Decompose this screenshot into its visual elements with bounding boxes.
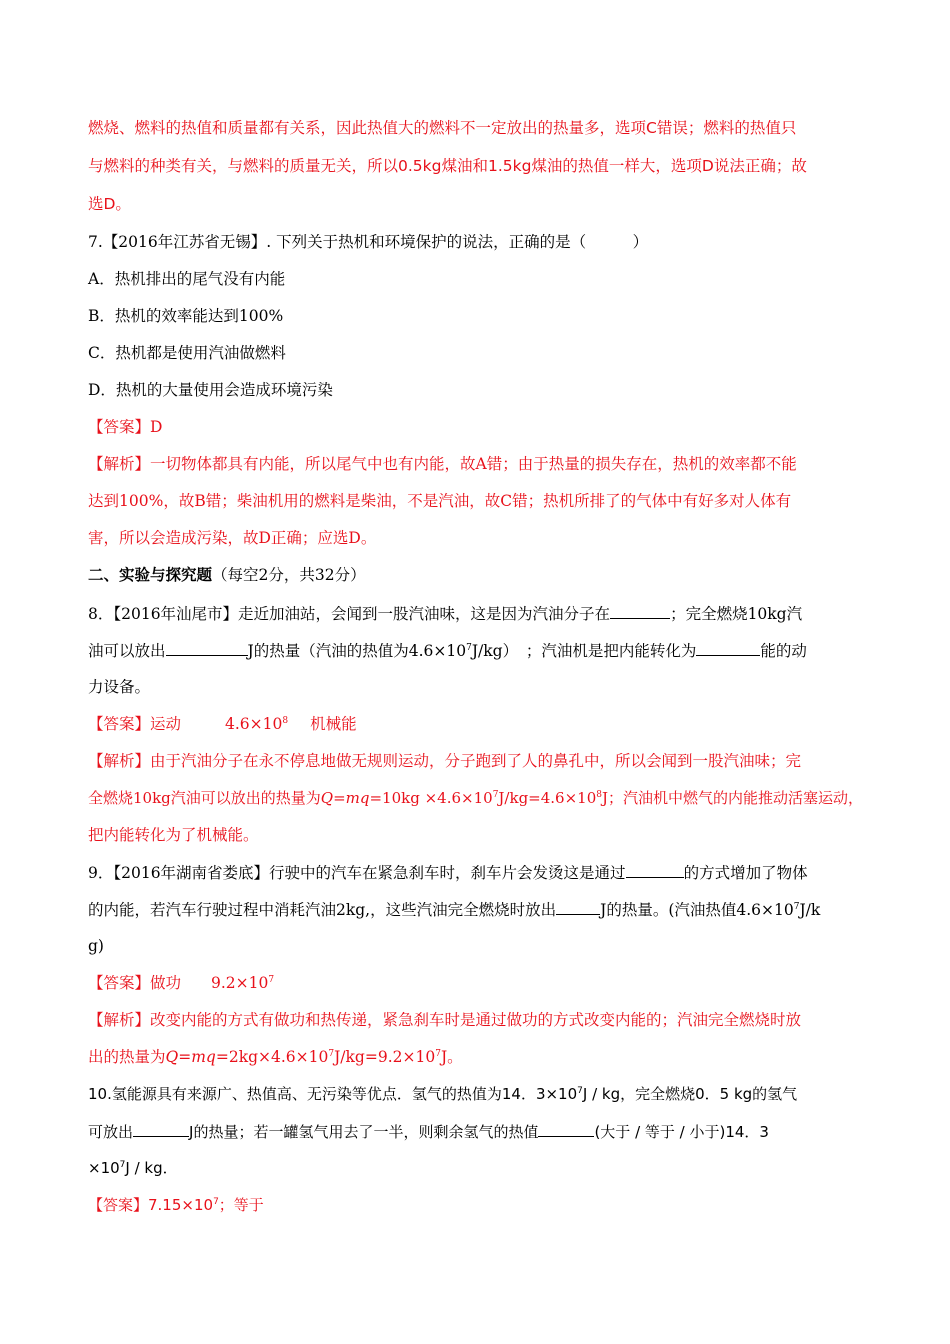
analysis-text: =2kg×4.6×10 [215, 1048, 329, 1066]
q8-analysis-line-1: 【解析】由于汽油分子在永不停息地做无规则运动，分子跑到了人的鼻孔中，所以会闻到一股汽油味；完 [88, 752, 802, 770]
q10-answer [88, 1194, 264, 1216]
superscript: 7 [213, 1197, 219, 1207]
q8-text: 8．【2016年汕尾市】走近加油站，会闻到一股汽油味，这是因为汽油分子在 [88, 605, 611, 623]
q9-line-1 [88, 861, 808, 884]
q10-line-2 [88, 1120, 769, 1143]
analysis-text: 全燃烧10kg汽油可以放出的热量为 [88, 789, 321, 807]
analysis-text: 出的热量为 [88, 1048, 166, 1066]
superscript: 8 [282, 716, 289, 726]
q8-line-2 [88, 639, 807, 662]
q10-text: 10.氢能源具有来源广、热值高、无污染等优点．氢气的热值为14．3×10 [88, 1085, 578, 1103]
q10-text: 可放出 [88, 1123, 134, 1141]
q10-text: J的热量；若一罐氢气用去了一半，则剩余氢气的热值 [189, 1123, 539, 1141]
q9-answer [88, 972, 274, 994]
analysis-text: J。 [440, 1048, 463, 1066]
superscript: 7 [435, 1049, 441, 1059]
q8-text: ；完全燃烧10kg汽 [670, 605, 803, 623]
superscript: 8 [596, 790, 602, 800]
q7-option-a: A．热机排出的尾气没有内能 [88, 270, 286, 288]
q10-text: J / kg． [125, 1159, 178, 1177]
answer-label: 【答案】做功 [88, 974, 182, 992]
section-2-heading [88, 564, 366, 586]
prev-analysis-line-1: 燃烧、燃料的热值和质量都有关系，因此热值大的燃料不一定放出的热量多，选项C错误；燃料的热值只 [88, 119, 797, 137]
q10-text: (大于 / 等于 / 小于)14．3 [594, 1123, 769, 1141]
answer-value: 4.6×10 [225, 715, 283, 733]
q7-option-b: B．热机的效率能达到100% [88, 307, 284, 325]
q7-analysis-line-3: 害，所以会造成污染，故D正确；应选D。 [88, 529, 377, 547]
q7-option-d: D．热机的大量使用会造成环境污染 [88, 381, 333, 399]
formula: Q=mq [320, 789, 370, 807]
q10-line-3 [88, 1157, 178, 1179]
q9-analysis-line-2 [88, 1046, 463, 1068]
superscript: 7 [466, 643, 472, 653]
superscript: 7 [793, 902, 800, 912]
q10-blank-2[interactable] [538, 1120, 594, 1137]
prev-analysis-line-3: 选D。 [88, 195, 131, 213]
q9-text: 的内能，若汽车行驶过程中消耗汽油2kg,，这些汽油完全燃烧时放出 [88, 901, 557, 919]
superscript: 7 [268, 975, 275, 985]
q8-analysis-line-3: 把内能转化为了机械能。 [88, 826, 259, 844]
formula: Q=mq [165, 1048, 216, 1066]
q7-analysis-line-1: 【解析】一切物体都具有内能，所以尾气中也有内能，故A错；由于热量的损失存在，热机的效率都不能 [88, 455, 797, 473]
answer-value: 机械能 [310, 715, 357, 733]
q7-option-c: C．热机都是使用汽油做燃料 [88, 344, 286, 362]
q9-line-3: g) [88, 937, 104, 955]
answer-label: 【答案】运动 [88, 715, 182, 733]
prev-analysis-line-2: 与燃料的种类有关，与燃料的质量无关，所以0.5kg煤油和1.5kg煤油的热值一样大，选项D说法正确；故 [88, 157, 807, 175]
q8-line-3: 力设备。 [88, 678, 151, 696]
q8-text: J/kg） ；汽油机是把内能转化为 [471, 642, 697, 660]
analysis-text: J/kg=4.6×10 [498, 789, 597, 807]
q10-blank-1[interactable] [133, 1120, 189, 1137]
q8-blank-2[interactable] [166, 639, 248, 656]
q8-analysis-line-2 [88, 787, 863, 809]
superscript: 7 [577, 1086, 583, 1096]
q7-analysis-line-2: 达到100%，故B错；柴油机用的燃料是柴油，不是汽油，故C错；热机所排了的气体中有好多对人体有 [88, 492, 792, 510]
q9-text: 的方式增加了物体 [683, 864, 808, 882]
q9-text: J/k [799, 901, 821, 919]
q7-stem: 7.【2016年江苏省无锡】. 下列关于热机和环境保护的说法，正确的是（ ） [88, 233, 649, 251]
q9-text: 9．【2016年湖南省娄底】行驶中的汽车在紧急刹车时，刹车片会发烫这是通过 [88, 864, 626, 882]
answer-value: ；等于 [218, 1196, 264, 1214]
q9-line-2 [88, 898, 820, 921]
q8-blank-1[interactable] [610, 602, 670, 619]
superscript: 7 [492, 790, 499, 800]
q8-answer [88, 713, 357, 735]
q9-analysis-line-1: 【解析】改变内能的方式有做功和热传递，紧急刹车时是通过做功的方式改变内能的；汽油完全燃烧时放 [88, 1011, 802, 1029]
q8-text: J的热量（汽油的热值为4.6×10 [247, 642, 467, 660]
q9-text: J的热量。(汽油热值4.6×10 [600, 901, 794, 919]
answer-value: 【答案】7.15×10 [88, 1196, 214, 1214]
q10-text: J / kg，完全燃烧0．5 kg的氢气 [582, 1085, 798, 1103]
q8-text: 油可以放出 [88, 642, 166, 660]
answer-value: 9.2×10 [211, 974, 269, 992]
superscript: 7 [328, 1049, 335, 1059]
superscript: 7 [119, 1160, 126, 1170]
q8-text: 能的动 [760, 642, 807, 660]
analysis-text: J；汽油机中燃气的内能推动活塞运动， [602, 789, 864, 807]
q7-answer: 【答案】D [88, 418, 163, 436]
q9-blank-2[interactable] [556, 898, 600, 915]
analysis-text: J/kg=9.2×10 [334, 1048, 436, 1066]
section-2-note: （每空2分，共32分） [212, 566, 366, 584]
q9-blank-1[interactable] [626, 861, 684, 878]
q10-line-1 [88, 1083, 797, 1105]
section-2-title: 二、实验与探究题 [88, 565, 213, 584]
q8-blank-3[interactable] [696, 639, 760, 656]
analysis-text: =10kg ×4.6×10 [369, 789, 493, 807]
q8-line-1 [88, 602, 802, 625]
q10-text: ×10 [88, 1159, 120, 1177]
